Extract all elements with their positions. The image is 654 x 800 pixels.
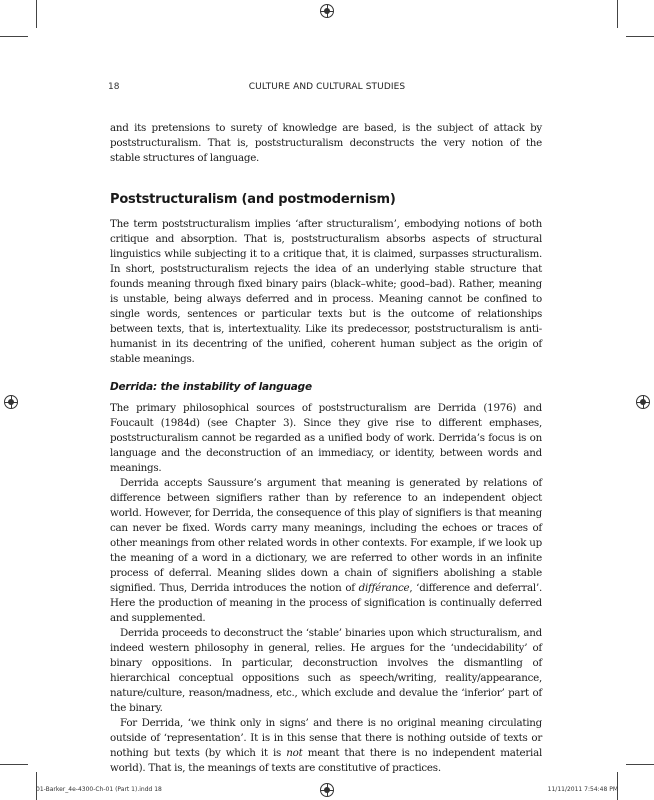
slug-left: 01-Barker_4e-4300-Ch-01 (Part 1).indd 18 (36, 786, 162, 793)
registration-mark-icon (320, 783, 334, 797)
crop-mark (617, 0, 618, 28)
crop-mark (36, 0, 37, 28)
crop-mark (0, 764, 28, 765)
crop-mark (626, 36, 654, 37)
paragraph-2 (110, 476, 542, 626)
emphasis-not: not (286, 747, 303, 759)
paragraph-3: Derrida proceeds to deconstruct the ‘stable’ binaries upon which structuralism, and indeed western philosophy in general, relies. He argues for the ‘undecidability’ of binary oppositions. In particular, deconstruction involves the dismantling of hierarchical conceptual oppositions such as speech/writing, reality/appearance, nature/culture, reason/madness, etc., which exclude and devalue the ‘inferior’ part of the binary. (110, 627, 542, 714)
paragraph-4-text: For Derrida, ‘we think only in signs’ and there is no original meaning circulating outside of ‘representation’. It is in this sense that there is nothing outside of texts or nothing but texts (by which it is (110, 717, 542, 759)
subsection-heading: Derrida: the instability of language (110, 381, 312, 393)
registration-mark-icon (636, 395, 650, 409)
crop-mark (626, 764, 654, 765)
page-number: 18 (108, 82, 120, 92)
registration-mark-icon (320, 4, 334, 18)
section-heading: Poststructuralism (and postmodernism) (110, 192, 396, 207)
running-head: CULTURE AND CULTURAL STUDIES (248, 82, 406, 92)
page-body (110, 121, 542, 776)
section-paragraph: The term poststructuralism implies ‘after structuralism’, embodying notions of both critique and absorption. That is, poststructuralism absorbs aspects of structural linguistics while subjecting it to a critique that, it is claimed, surpasses structuralism. In short, poststructuralism rejects the idea of an underlying stable structure that founds meaning through fixed binary pairs (black–white; good–bad). Rather, meaning is unstable, being always deferred and in process. Meaning cannot be confined to single words, sentences or particular texts but is the outcome of relationships between texts, that is, intertextuality. Like its predecessor, poststructuralism is anti-humanist in its decentring of the unified, coherent human subject as the origin of stable meanings. (110, 218, 542, 365)
crop-mark (0, 36, 28, 37)
intro-paragraph: and its pretensions to surety of knowledge are based, is the subject of attack by poststructuralism. That is, poststructuralism deconstructs the very notion of the stable structures of language. (110, 122, 542, 164)
paragraph-4 (110, 716, 542, 776)
paragraph-4-text-end: meant that there is no independent material world). That is, the meanings of texts are constitutive of practices. (110, 747, 542, 774)
paragraph-1: The primary philosophical sources of poststructuralism are Derrida (1976) and Foucault (1984d) (see Chapter 3). Since they give rise to different emphases, poststructuralism cannot be regarded as a unified body of work. Derrida’s focus is on language and the deconstruction of an immediacy, or identity, between words and meanings. (110, 402, 542, 474)
registration-mark-icon (4, 395, 18, 409)
paragraph-2-text: Derrida accepts Saussure’s argument that meaning is generated by relations of difference between signifiers rather than by reference to an independent object world. However, for Derrida, the consequence of this play of signifiers is that meaning can never be fixed. Words carry many meanings, including the echoes or traces of other meanings from other related words in other contexts. For example, if we look up the meaning of a word in a dictionary, we are referred to other words in an infinite process of deferral. Meaning slides down a chain of signifiers abolishing a stable signified. Thus, Derrida introduces the notion of (110, 477, 542, 594)
term-differance: différance (358, 582, 410, 594)
slug-right: 11/11/2011 7:54:48 PM (547, 786, 618, 793)
paragraph-2-text-end: , ‘difference and deferral’. Here the production of meaning in the process of signification is continually deferred and supplemented. (110, 582, 543, 624)
